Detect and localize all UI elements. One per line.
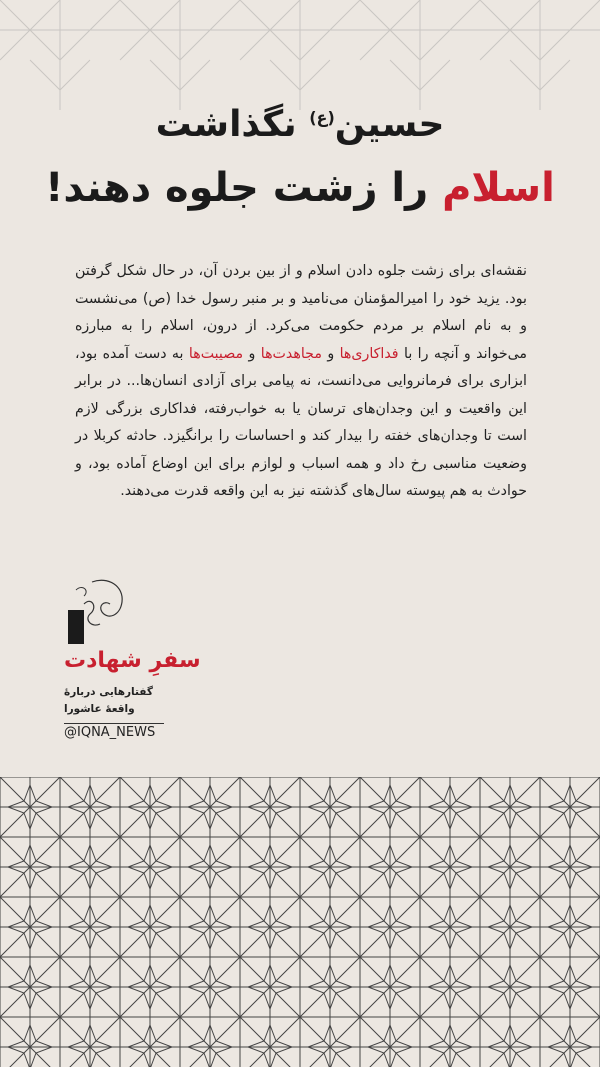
- divider: [64, 723, 164, 724]
- body-paragraph: نقشه‌ای برای زشت جلوه دادن اسلام و از بین بردن آن، در حال شکل گرفتن بود. یزید خود را امیرالمؤمنان می‌نامید و بر منبر رسول خدا (ص) می‌نشست و به نام اسلام بر مردم حکومت می‌کرد. از درون، اسلام را به مبارزه می‌خواند و آنچه را با فداکاری‌ها و مجاهدت‌ها و مصیبت‌ها به دست آمده بود، ابزاری برای فرمانروایی می‌دانست، نه پیامی برای آزادی انسان‌ها... در برابر این واقعیت و این وجدان‌های ترسان یا به خواب‌رفته، فداکاری بزرگی لازم است تا وجدان‌های خفته را بیدار کند و احساسات را برانگیزد. حادثه کربلا در وضعیت مناسبی رخ داد و همه اسباب و لوازم برای این اوضاع آماده بود، و حوادث به هم پیوسته سال‌های گذشته نیز به این واقعه قدرت می‌دهند.: [75, 263, 528, 499]
- headline-highlight: اسلام: [442, 165, 555, 211]
- headline-line-2: اسلام را زشت جلوه دهند!: [45, 165, 555, 211]
- headline-line-1: حسین$^{(ع)}$ نگذاشت: [155, 104, 445, 145]
- series-title: سفرِ شهادت: [64, 648, 201, 673]
- bottom-geometric-pattern: [0, 777, 600, 1067]
- portrait-signature-logo: [62, 574, 132, 646]
- series-subtitle: گفتارهایی دربارهٔ واقعهٔ عاشورا: [64, 686, 153, 715]
- social-handle: @IQNA_NEWS: [64, 725, 156, 740]
